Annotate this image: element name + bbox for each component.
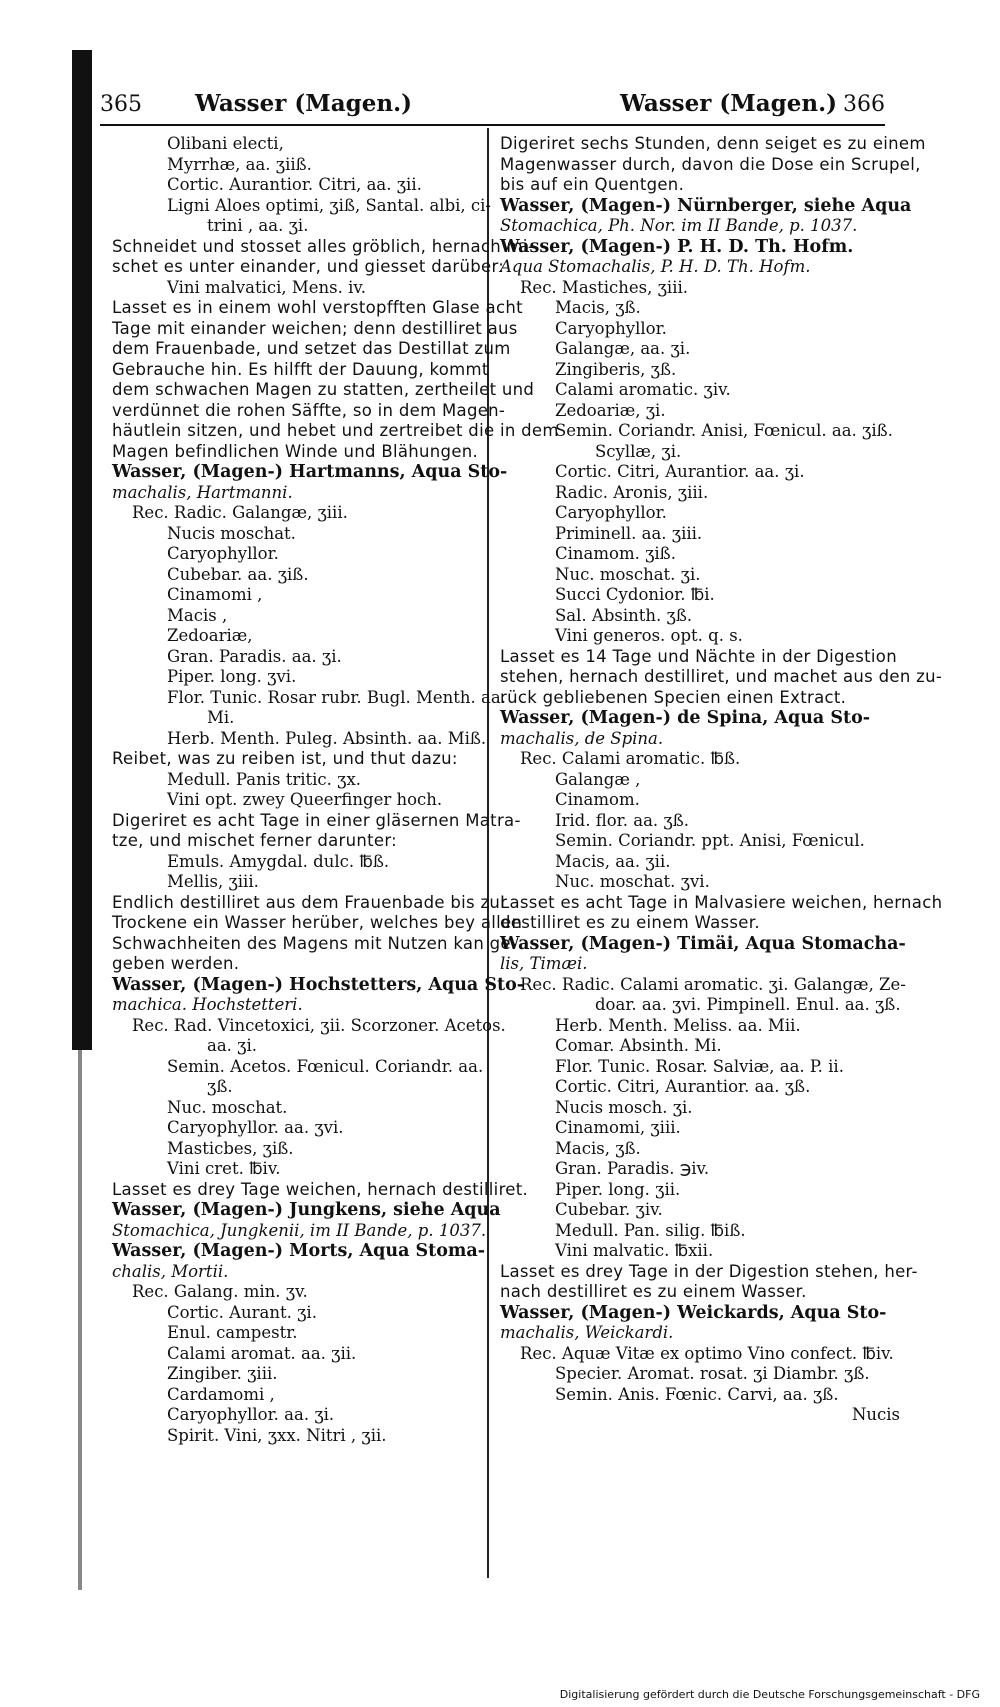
text-line: Myrrhæ, aa. ʒiiß. <box>167 154 312 174</box>
text-line: Magen befindlichen Winde und Blähungen. <box>112 441 479 461</box>
text-line: Piper. long. ʒii. <box>555 1179 681 1199</box>
text-line: Rec. Radic. Calami aromatic. ʒi. Galangæ, Ze- <box>520 974 906 994</box>
text-line: Semin. Coriandr. Anisi, Fœnicul. aa. ʒiß. <box>555 421 893 440</box>
text-line: trini , aa. ʒi. <box>207 216 309 235</box>
text-line: aa. ʒi. <box>207 1036 257 1055</box>
text-line: Semin. Coriandr. ppt. Anisi, Fœnicul. <box>555 831 865 850</box>
text-line: Gran. Paradis. aa. ʒi. <box>167 646 342 666</box>
text-line: Galangæ, aa. ʒi. <box>555 339 691 358</box>
text-line: Wasser, (Magen-) Nürnberger, siehe Aqua <box>500 195 912 216</box>
text-line: Nuc. moschat. <box>167 1097 288 1117</box>
text-line: Herb. Menth. Meliss. aa. Mii. <box>555 1015 801 1035</box>
text-line: Cinamomi, ʒiii. <box>555 1118 681 1137</box>
text-line: Cortic. Aurant. ʒi. <box>167 1302 317 1322</box>
text-line: geben werden. <box>112 954 240 973</box>
text-line: Calami aromat. aa. ʒii. <box>167 1343 357 1363</box>
text-line: Macis, ʒß. <box>555 1138 641 1158</box>
text-line: Vini generos. opt. q. s. <box>555 626 743 645</box>
right-column <box>500 134 943 1426</box>
text-line: Wasser, (Magen-) Hartmanns, Aqua Sto- <box>112 462 508 482</box>
text-line: Semin. Acetos. Fœnicul. Coriandr. aa. <box>167 1056 484 1076</box>
text-line: häutlein sitzen, und hebet und zertreibet die in dem <box>112 421 559 440</box>
text-line: Vini cret. ℔iv. <box>167 1159 281 1178</box>
text-line: Cubebar. aa. ʒiß. <box>167 564 309 584</box>
text-line: Rec. Mastiches, ʒiii. <box>520 277 689 297</box>
text-line: Digeriret sechs Stunden, denn seiget es zu einem <box>500 134 926 153</box>
left-page-number: 365 <box>100 92 142 117</box>
text-line: Nucis moschat. <box>167 523 296 543</box>
text-line: Aqua Stomachalis, P. H. D. Th. Hofm. <box>500 257 811 276</box>
text-line: Wasser, (Magen-) P. H. D. Th. Hofm. <box>500 236 854 257</box>
text-line: Schneidet und stosset alles gröblich, hernach mi- <box>112 236 535 256</box>
text-line: Lasset es in einem wohl verstopfften Glase acht <box>112 298 523 317</box>
text-line: Scyllæ, ʒi. <box>595 441 682 461</box>
text-line: Radic. Aronis, ʒiii. <box>555 482 709 502</box>
page-edge-line <box>78 1050 82 1590</box>
text-line: Mi. <box>207 708 235 727</box>
text-line: Flor. Tunic. Rosar. Salviæ, aa. P. ii. <box>555 1056 844 1076</box>
text-line: Cinamom. ʒiß. <box>555 544 676 563</box>
text-line: Cinamomi , <box>167 585 263 604</box>
text-line: Stomachica, Jungkenii, im II Bande, p. 1037. <box>112 1220 487 1240</box>
text-line: stehen, hernach destilliret, und machet aus den zu- <box>500 667 943 686</box>
text-line: bis auf ein Quentgen. <box>500 175 685 194</box>
text-line: Caryophyllor. <box>555 503 667 522</box>
text-line: Comar. Absinth. Mi. <box>555 1036 722 1055</box>
running-header <box>100 90 885 126</box>
text-line: Lasset es acht Tage in Malvasiere weichen, hernach <box>500 892 943 912</box>
text-line: Trockene ein Wasser herüber, welches bey allen <box>112 913 523 932</box>
text-line: machalis, de Spina. <box>500 728 664 748</box>
text-line: Caryophyllor. <box>555 318 667 338</box>
text-line: Wasser, (Magen-) Jungkens, siehe Aqua <box>112 1200 501 1220</box>
text-line: Zedoariæ, <box>167 626 253 645</box>
text-line: Vini opt. zwey Queerfinger hoch. <box>167 790 443 809</box>
footer-credit: Digitalisierung gefördert durch die Deutsche Forschungsgemeinschaft - DFG <box>559 1688 980 1701</box>
text-line: Digeriret es acht Tage in einer gläsernen Matra- <box>112 810 521 830</box>
text-line: Zedoariæ, ʒi. <box>555 400 666 420</box>
text-line: Masticbes, ʒiß. <box>167 1138 294 1158</box>
text-line: Nucis mosch. ʒi. <box>555 1097 693 1117</box>
text-line: Lasset es 14 Tage und Nächte in der Digestion <box>500 646 897 666</box>
text-line: Flor. Tunic. Rosar rubr. Bugl. Menth. aa. <box>167 687 506 707</box>
text-line: Semin. Anis. Fœnic. Carvi, aa. ʒß. <box>555 1384 839 1404</box>
text-line: Rec. Galang. min. ʒv. <box>132 1282 308 1301</box>
text-line: Cubebar. ʒiv. <box>555 1200 663 1219</box>
text-line: chalis, Mortii. <box>112 1261 229 1281</box>
text-line: schet es unter einander, und giesset darüber: <box>112 257 505 276</box>
text-line: Succi Cydonior. ℔i. <box>555 585 715 604</box>
text-line: verdünnet die rohen Säffte, so in dem Magen- <box>112 400 506 420</box>
text-line: Wasser, (Magen-) de Spina, Aqua Sto- <box>500 708 871 728</box>
text-line: Olibani electi, <box>167 134 284 153</box>
text-line: Magenwasser durch, davon die Dose ein Scrupel, <box>500 154 921 174</box>
text-line: Rec. Radic. Galangæ, ʒiii. <box>132 503 348 522</box>
text-line: Caryophyllor. aa. ʒvi. <box>167 1118 344 1137</box>
text-line: Wasser, (Magen-) Timäi, Aqua Stomacha- <box>500 933 906 954</box>
text-line: Cinamom. <box>555 790 640 809</box>
text-line: Stomachica, Ph. Nor. im II Bande, p. 1037. <box>500 216 858 235</box>
text-line: Sal. Absinth. ʒß. <box>555 605 693 625</box>
text-line: Rec. Rad. Vincetoxici, ʒii. Scorzoner. Acetos. <box>132 1015 506 1035</box>
left-running-title: Wasser (Magen.) <box>195 90 412 117</box>
text-line: Cortic. Aurantior. Citri, aa. ʒii. <box>167 175 422 194</box>
text-line: Gran. Paradis. ℈iv. <box>555 1159 710 1178</box>
right-running-title: Wasser (Magen.) <box>620 90 837 117</box>
text-line: Spirit. Vini, ʒxx. Nitri , ʒii. <box>167 1425 387 1445</box>
text-line: lis, Timæi. <box>500 954 588 973</box>
text-line: Macis, ʒß. <box>555 298 641 317</box>
text-line: Specier. Aromat. rosat. ʒi Diambr. ʒß. <box>555 1364 870 1383</box>
text-line: Rec. Aquæ Vitæ ex optimo Vino confect. ℔iv. <box>520 1343 894 1363</box>
text-line: Lasset es drey Tage in der Digestion stehen, her- <box>500 1261 918 1281</box>
text-line: Piper. long. ʒvi. <box>167 667 297 686</box>
text-line: Wasser, (Magen-) Morts, Aqua Stoma- <box>112 1241 486 1261</box>
text-line: Wasser, (Magen-) Hochstetters, Aqua Sto- <box>112 974 525 995</box>
text-line: Herb. Menth. Puleg. Absinth. aa. Miß. <box>167 728 487 748</box>
text-line: machalis, Weickardi. <box>500 1323 674 1342</box>
text-line: Mellis, ʒiii. <box>167 872 259 891</box>
text-line: Galangæ , <box>555 769 641 789</box>
text-line: Calami aromatic. ʒiv. <box>555 380 731 399</box>
text-line: rück gebliebenen Specien einen Extract. <box>500 687 847 707</box>
right-page-number: 366 <box>843 92 885 117</box>
text-line: Wasser, (Magen-) Weickards, Aqua Sto- <box>500 1302 887 1323</box>
text-line: Tage mit einander weichen; denn destilliret aus <box>112 318 518 338</box>
text-line: Emuls. Amygdal. dulc. ℔ß. <box>167 851 390 871</box>
text-line: Lasset es drey Tage weichen, hernach destilliret. <box>112 1179 529 1199</box>
text-line: Gebrauche hin. Es hilfft der Dauung, kommt <box>112 359 489 379</box>
text-line: Zingiber. ʒiii. <box>167 1364 278 1383</box>
text-line: Irid. flor. aa. ʒß. <box>555 810 689 830</box>
text-line: doar. aa. ʒvi. Pimpinell. Enul. aa. ʒß. <box>595 995 901 1014</box>
text-line: Rec. Calami aromatic. ℔ß. <box>520 749 741 768</box>
text-line: Cortic. Citri, Aurantior. aa. ʒß. <box>555 1077 811 1096</box>
text-line: Macis, aa. ʒii. <box>555 851 671 871</box>
text-line: Schwachheiten des Magens mit Nutzen kan ge- <box>112 933 518 953</box>
text-line: Cardamomi , <box>167 1384 275 1404</box>
page-edge-shadow <box>72 50 92 1050</box>
text-line: machica. Hochstetteri. <box>112 995 303 1014</box>
text-line: destilliret es zu einem Wasser. <box>500 913 760 932</box>
text-line: Vini malvatici, Mens. iv. <box>167 277 367 297</box>
text-line: Nuc. moschat. ʒi. <box>555 564 701 584</box>
text-line: Priminell. aa. ʒiii. <box>555 523 703 543</box>
text-line: Nuc. moschat. ʒvi. <box>555 872 710 891</box>
text-line: dem schwachen Magen zu statten, zertheilet und <box>112 380 535 399</box>
text-line: Medull. Panis tritic. ʒx. <box>167 769 362 789</box>
text-line: Caryophyllor. aa. ʒi. <box>167 1405 335 1424</box>
text-line: tze, und mischet ferner darunter: <box>112 831 398 850</box>
text-line: Cortic. Citri, Aurantior. aa. ʒi. <box>555 462 805 481</box>
text-line: Medull. Pan. silig. ℔iß. <box>555 1220 746 1240</box>
text-line: Enul. campestr. <box>167 1323 298 1342</box>
text-line: Nucis <box>851 1405 900 1424</box>
text-line: Reibet, was zu reiben ist, und thut dazu: <box>112 749 458 768</box>
text-line: ʒß. <box>207 1077 233 1096</box>
text-line: Caryophyllor. <box>167 544 279 563</box>
text-line: Zingiberis, ʒß. <box>555 359 677 379</box>
text-line: nach destilliret es zu einem Wasser. <box>500 1282 807 1301</box>
text-line: Endlich destilliret aus dem Frauenbade bis zur <box>112 892 508 912</box>
text-line: dem Frauenbade, und setzet das Destillat zum <box>112 339 511 358</box>
text-line: Ligni Aloes optimi, ʒiß, Santal. albi, ci- <box>167 195 492 215</box>
text-line: machalis, Hartmanni. <box>112 482 293 502</box>
text-line: Vini malvatic. ℔xii. <box>555 1241 714 1260</box>
text-line: Macis , <box>167 605 228 625</box>
